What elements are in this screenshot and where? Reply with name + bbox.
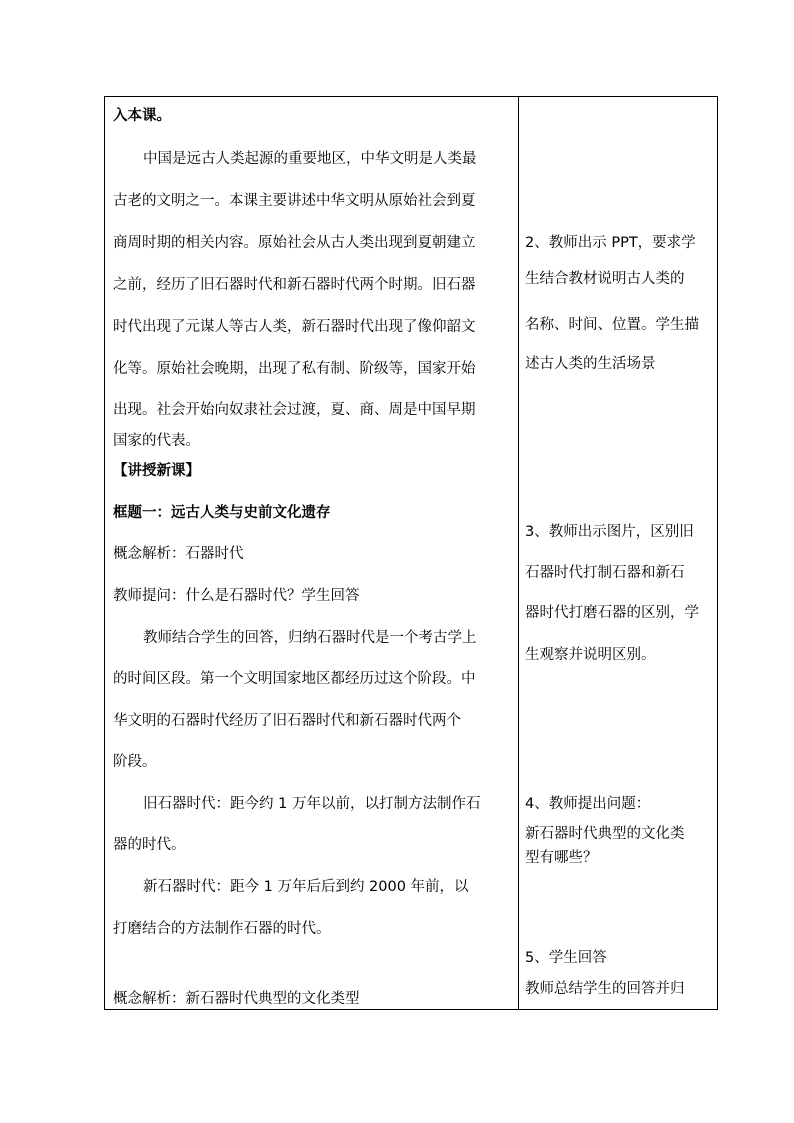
concept-2: 概念解析：新石器时代典型的文化类型 [113,991,360,1007]
step3-line-3: 器时代打磨石器的区别，学 [525,605,699,621]
intro-line-7: 出现。社会开始向奴隶社会过渡，夏、商、周是中国早期 [113,402,476,418]
step4-line-2: 新石器时代典型的文化类 [525,826,685,842]
step4-line-1: 4、教师提出问题： [525,796,651,812]
intro-line-8: 国家的代表。 [113,433,200,449]
step2-line-1: 2、教师出示 PPT，要求学 [525,235,696,251]
step3-line-2: 石器时代打制石器和新石 [525,565,685,581]
step2-line-4: 述古人类的生活场景 [525,356,656,372]
lesson-table [104,96,718,1010]
teacher-question: 教师提问：什么是石器时代？学生回答 [113,588,360,604]
topic-heading: 框题一：远古人类与史前文化遗存 [113,505,331,521]
neolithic-line-2: 打磨结合的方法制作石器的时代。 [113,921,331,937]
summary-line-4: 阶段。 [113,754,157,770]
intro-line-3: 商周时期的相关内容。原始社会从古人类出现到夏朝建立 [113,235,476,251]
section-heading: 【讲授新课】 [113,463,200,479]
intro-line-4: 之前，经历了旧石器时代和新石器时代两个时期。旧石器 [113,277,476,293]
step4-line-3: 型有哪些？ [525,850,598,866]
step3-line-4: 生观察并说明区别。 [525,647,656,663]
summary-line-1: 教师结合学生的回答，归纳石器时代是一个考古学上 [143,630,477,646]
intro-line-1: 中国是远古人类起源的重要地区，中华文明是人类最 [143,151,477,167]
summary-line-2: 的时间区段。第一个文明国家地区都经历过这个阶段。中 [113,671,476,687]
step3-line-1: 3、教师出示图片，区别旧 [525,524,694,540]
neolithic-line-1: 新石器时代：距今 1 万年后后到约 2000 年前，以 [143,879,469,895]
intro-line-6: 化等。原始社会晚期，出现了私有制、阶级等，国家开始 [113,361,476,377]
concept-1: 概念解析：石器时代 [113,546,244,562]
step2-line-3: 名称、时间、位置。学生描 [525,317,699,333]
step2-line-2: 生结合教材说明古人类的 [525,271,685,287]
summary-line-3: 华文明的石器时代经历了旧石器时代和新石器时代两个 [113,713,461,729]
column-divider [518,97,519,1009]
intro-line-2: 古老的文明之一。本课主要讲述中华文明从原始社会到夏 [113,193,476,209]
step5-line-1: 5、学生回答 [525,950,607,966]
paleolithic-line-2: 器的时代。 [113,837,186,853]
step5-line-2: 教师总结学生的回答并归 [525,981,685,997]
intro-line-5: 时代出现了元谋人等古人类，新石器时代出现了像仰韶文 [113,319,476,335]
intro-tail: 入本课。 [113,108,171,124]
paleolithic-line-1: 旧石器时代：距今约 1 万年以前，以打制方法制作石 [143,796,481,812]
